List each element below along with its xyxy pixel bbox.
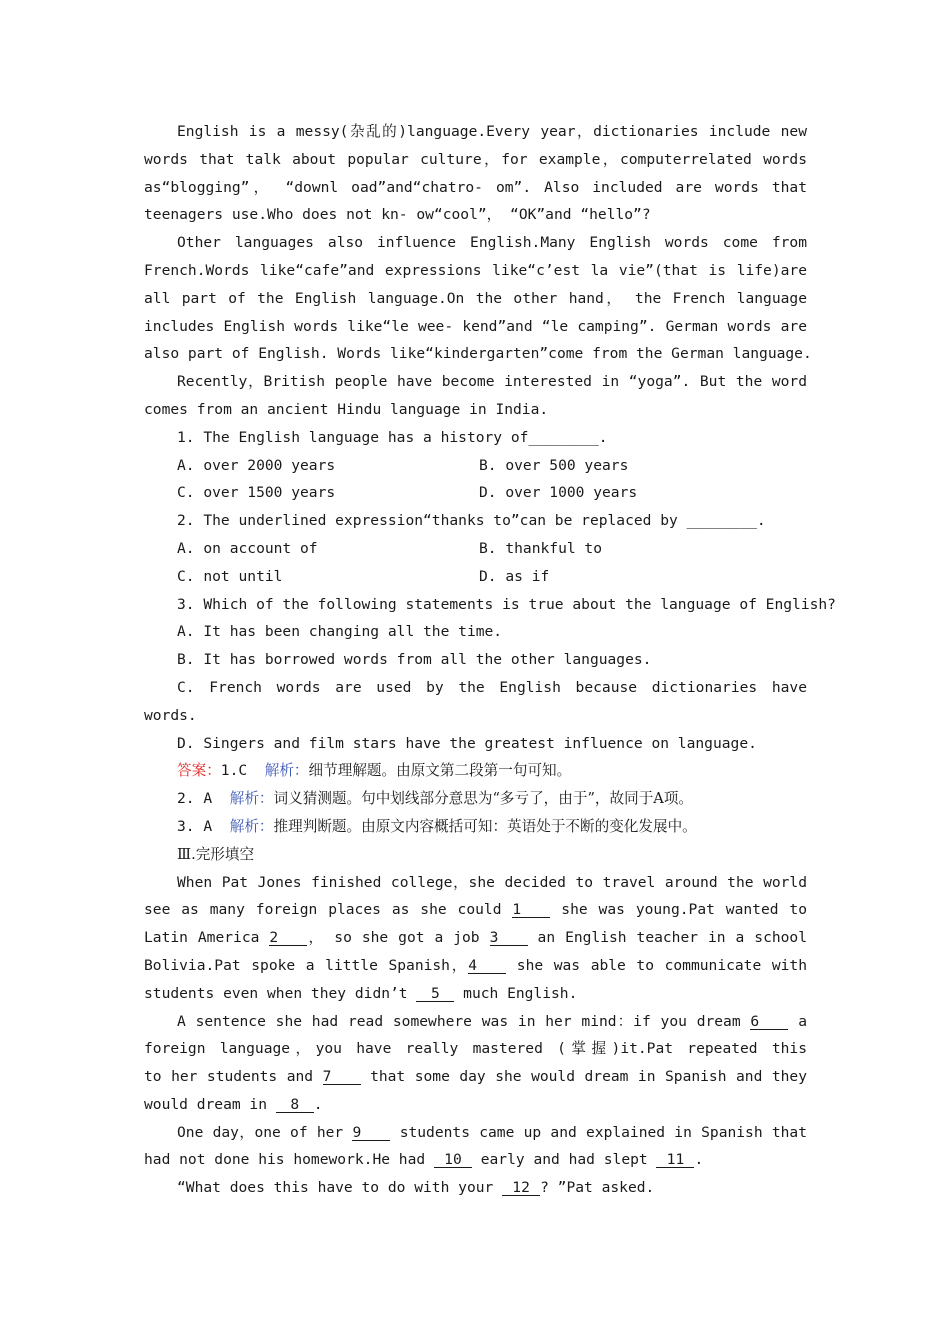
text-run: to her students and [144,1068,323,1086]
text-run: One day，one of her [177,1123,353,1141]
passage2-line: foreign language，you have really mastered (掌握)it.Pat repeated this [144,1040,807,1058]
analysis-text: 细节理解题。由原文第二段第一句可知。 [308,762,572,780]
passage2-line [144,980,807,1008]
cloze-blank: 1 [512,902,550,918]
cloze-blank: 12 [502,1180,540,1196]
text-run: Bolivia.Pat spoke a little Spanish， [144,956,469,974]
question-1: 1. The English language has a history of________. [177,428,608,446]
option-b: B. It has borrowed words from all the other languages. [177,651,652,669]
passage2-line [144,1063,807,1091]
analysis-label: 解析： [229,817,274,835]
option-b: B. over 500 years [479,456,629,474]
option-a: A. It has been changing all the time. [177,623,503,641]
passage2-line [144,1146,807,1174]
passage1-line: teenagers use.Who does not kn- ow“cool”， “OK”and “hello”? [144,206,651,224]
passage1-line: comes from an ancient Hindu language in India. [144,400,549,418]
passage2-line: When Pat Jones finished college，she decided to travel around the world [177,873,807,891]
cloze-blank: 9 [352,1125,390,1141]
option-d: D. Singers and film stars have the greatest influence on language. [177,734,757,752]
answer-1 [144,757,807,785]
passage2-line [144,952,807,980]
option-d: D. over 1000 years [479,484,638,502]
passage1-line: includes English words like“le wee- kend”and “le camping”. German words are [144,317,807,335]
document-page [144,118,836,1202]
cloze-blank: 4 [468,958,506,974]
text-run: early and had slept [471,1151,657,1169]
passage1-line: French.Words like“cafe”and expressions like“c’est la vie”(that is life)are [144,261,807,279]
passage2-line [144,1091,807,1119]
cloze-blank: 11 [656,1152,694,1168]
option-d: D. as if [479,567,550,585]
text-run: she was able to communicate with [516,956,807,974]
question-1-options [144,479,807,507]
question-3: 3. Which of the following statements is true about the language of English? [177,595,836,613]
analysis-label: 解析： [229,790,274,808]
answer-2 [144,785,807,813]
passage2-line [144,896,807,924]
question-2-options [144,535,807,563]
text-run: “What does this have to do with your [177,1179,503,1197]
passage1-line: Other languages also influence English.Many English words come from [177,234,807,252]
text-run: . [313,1095,323,1113]
passage1-line: all part of the English language.On the other hand， the French language [144,289,807,307]
passage2-line [144,1174,807,1202]
text-run: students even when they didn’t [144,984,417,1002]
analysis-text: 推理判断题。由原文内容概括可知：英语处于不断的变化发展中。 [273,817,697,835]
text-run: ， so she got a job [307,929,490,947]
text-run: a [788,1012,807,1030]
passage2-line [144,924,807,952]
text-run: students came up and explained in Spanish that [399,1123,807,1141]
answer-3 [144,813,807,841]
cloze-blank: 2 [269,930,307,946]
option-c-continued: words. [144,706,197,724]
cloze-blank: 3 [490,930,528,946]
text-run: an English teacher in a school [537,929,807,947]
text-run: that some day she would dream in Spanish and they [360,1068,807,1086]
text-run: much English. [454,984,578,1002]
option-c: C. over 1500 years [177,484,336,502]
answer-label: 答案： [177,762,221,780]
option-a: A. on account of [177,539,318,557]
section-title: Ⅲ.完形填空 [177,845,255,863]
option-c: C. not until [177,567,283,585]
cloze-blank: 8 [276,1097,314,1113]
analysis-label: 解析： [264,762,309,780]
passage2-line [144,1008,807,1036]
question-1-options [144,452,807,480]
passage1-line: also part of English. Words like“kindergarten”come from the German language. [144,345,812,363]
text-run: Latin America [144,929,270,947]
text-run: ? ”Pat asked. [540,1179,655,1197]
cloze-blank: 10 [434,1152,472,1168]
answer-number: 1.C [220,762,248,780]
passage1-line: words that talk about popular culture，for example，computerrelated words [144,150,807,168]
text-run: would dream in [144,1095,276,1113]
text-run: see as many foreign places as she could [144,901,513,919]
question-2-options [144,563,807,591]
cloze-blank: 5 [416,986,454,1002]
cloze-blank: 7 [323,1069,361,1085]
text-run: she was young.Pat wanted to [561,901,807,919]
passage1-line: Recently，British people have become interested in “yoga”. But the word [177,373,807,391]
option-c: C. French words are used by the English because dictionaries have [177,678,807,696]
passage1-line: English is a messy(杂乱的)language.Every year，dictionaries include new [177,123,807,140]
answer-number: 3. A [177,817,213,835]
option-a: A. over 2000 years [177,456,336,474]
analysis-text: 词义猜测题。句中划线部分意思为“多亏了，由于”，故同于A项。 [273,790,694,808]
answer-number: 2. A [177,790,213,808]
passage1-line: as“blogging”， “downl oad”and“chatro- om”. Also included are words that [144,178,807,196]
question-2: 2. The underlined expression“thanks to”can be replaced by ________. [177,512,766,530]
cloze-blank: 6 [750,1014,788,1030]
text-run: had not done his homework.He had [144,1151,434,1169]
text-run: . [694,1151,704,1169]
option-b: B. thankful to [479,539,603,557]
text-run: A sentence she had read somewhere was in her mind：if you dream [177,1012,751,1030]
passage2-line [144,1119,807,1147]
